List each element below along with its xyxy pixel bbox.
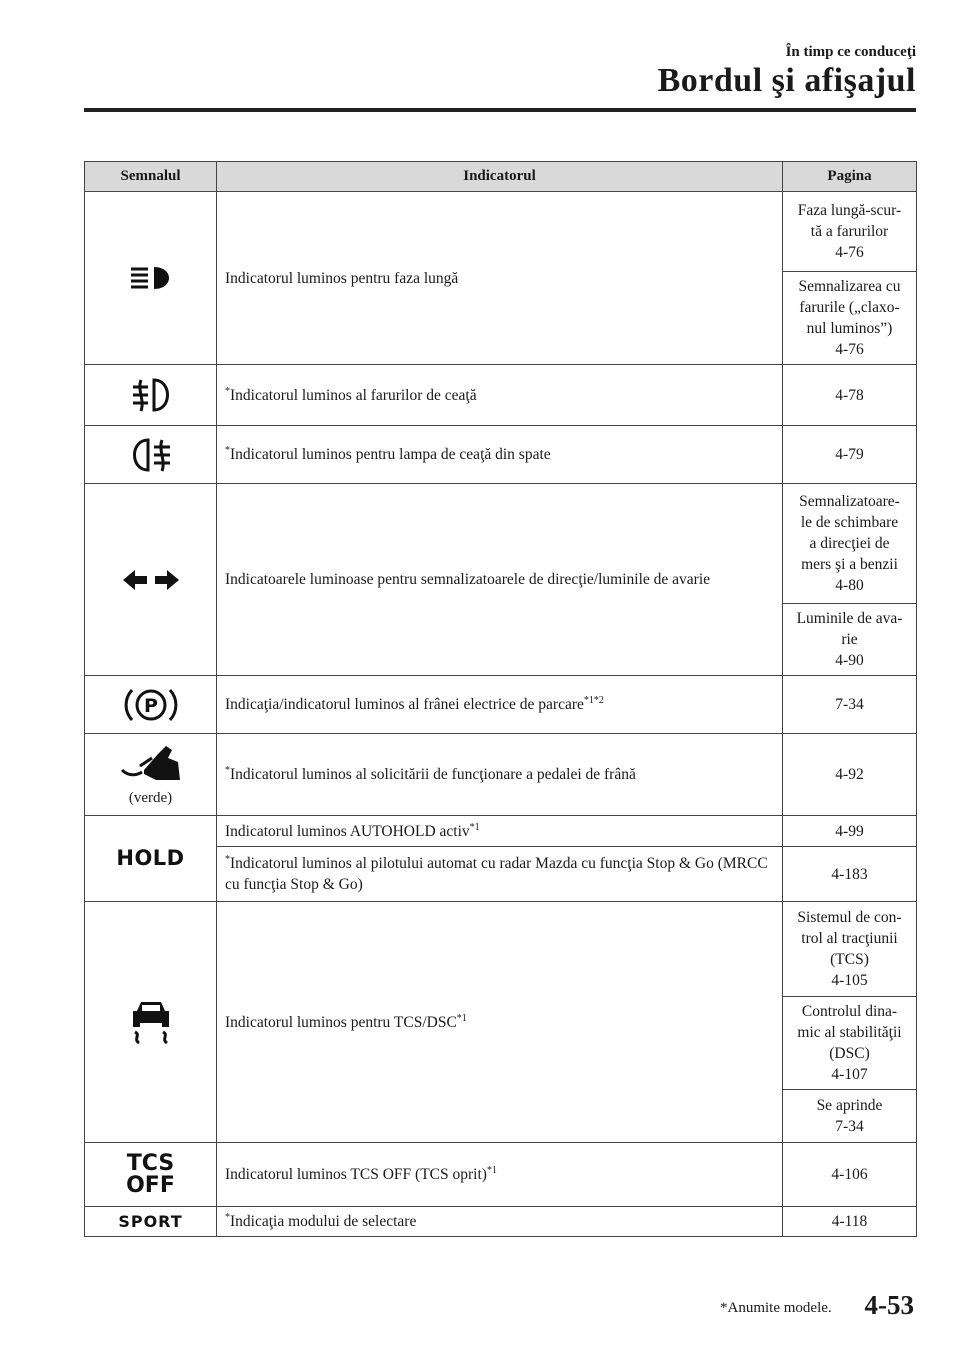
footnote-marker: * xyxy=(225,1211,230,1223)
tcs-dsc-icon xyxy=(127,997,175,1047)
signal-cell xyxy=(85,426,217,484)
column-header-page: Pagina xyxy=(783,162,917,192)
page-ref-line: Controlul dina- xyxy=(801,1003,898,1020)
column-header-indicator: Indicatorul xyxy=(217,162,783,192)
page-number: 4-53 xyxy=(864,1290,914,1320)
table-row xyxy=(85,365,917,426)
page-ref: 7-34 xyxy=(783,676,917,734)
indicator-description xyxy=(217,734,783,816)
table-row xyxy=(85,816,917,847)
indicator-description xyxy=(217,847,783,902)
hold-icon: HOLD xyxy=(116,846,185,871)
page-ref-line: 4-76 xyxy=(835,341,864,358)
page-ref xyxy=(783,902,917,997)
signal-cell xyxy=(85,484,217,676)
page-ref xyxy=(783,1090,917,1143)
icon-caption: (verde) xyxy=(128,790,173,806)
page-ref: 4-78 xyxy=(783,365,917,426)
signal-cell xyxy=(85,1207,217,1237)
footnote-marker: * xyxy=(225,385,230,397)
tcs-off-icon-line: TCS xyxy=(126,1150,175,1176)
table-row xyxy=(85,484,917,604)
indicator-text: Indicatorul luminos AUTOHOLD activ xyxy=(225,822,470,840)
section-subtitle: În timp ce conduceţi xyxy=(785,44,916,60)
page-ref-line: (TCS) xyxy=(830,951,869,968)
page-ref xyxy=(783,192,917,272)
page-ref-line: Sistemul de con- xyxy=(797,909,902,926)
table-row xyxy=(85,902,917,997)
high-beam-icon xyxy=(124,263,178,293)
indicator-description xyxy=(217,816,783,847)
indicator-description xyxy=(217,902,783,1143)
indicator-description xyxy=(217,426,783,484)
signal-cell xyxy=(85,192,217,365)
tcs-off-icon-line: OFF xyxy=(126,1172,175,1198)
footnote-marker: *1 xyxy=(456,1012,467,1024)
signal-cell xyxy=(85,1143,217,1207)
signal-cell xyxy=(85,734,217,816)
page-ref-line: 4-107 xyxy=(831,1066,868,1083)
table-row xyxy=(85,676,917,734)
signal-cell xyxy=(85,676,217,734)
footnote-marker: *1 xyxy=(469,821,480,833)
indicator-description: Indicatoarele luminoase pentru semnalizatoarele de direcţie/luminile de avarie xyxy=(217,484,783,676)
page-ref: 4-106 xyxy=(783,1143,917,1207)
indicator-text: Indicatorul luminos al farurilor de ceaţă xyxy=(230,386,477,404)
page-ref-line: (DSC) xyxy=(829,1045,870,1062)
column-header-signal: Semnalul xyxy=(85,162,217,192)
svg-text:P: P xyxy=(143,694,158,717)
indicator-description xyxy=(217,365,783,426)
page-ref-line: 4-105 xyxy=(831,972,868,989)
page-ref-line: a direcţiei de xyxy=(809,535,890,552)
page-ref xyxy=(783,272,917,365)
footnote: *Anumite modele. xyxy=(720,1300,832,1316)
page-ref-line: 4-76 xyxy=(835,244,864,261)
page-ref-line: nul luminos”) xyxy=(806,320,893,337)
table-row xyxy=(85,192,917,272)
page-ref: 4-118 xyxy=(783,1207,917,1237)
page-ref-line: mers şi a benzii xyxy=(801,556,898,573)
page-ref-line: Faza lungă-scur- xyxy=(797,202,902,219)
indicator-text: Indicaţia/indicatorul luminos al frânei electrice de parcare xyxy=(225,696,584,713)
signal-cell xyxy=(85,365,217,426)
rear-fog-light-icon xyxy=(126,434,176,476)
page-ref: 4-92 xyxy=(783,734,917,816)
page-ref-line: 7-34 xyxy=(835,1118,864,1135)
indicator-text: Indicatorul luminos al solicitării de funcţionare a pedalei de frână xyxy=(230,766,636,783)
table-row xyxy=(85,1143,917,1207)
page-ref-line: le de schimbare xyxy=(800,514,899,531)
page-ref-line: Semnalizarea cu xyxy=(798,278,901,295)
footnote-marker: *1 xyxy=(486,1164,497,1176)
page-ref xyxy=(783,604,917,676)
page-ref xyxy=(783,997,917,1090)
indicator-text: Indicatorul luminos pentru TCS/DSC xyxy=(225,1013,457,1031)
footnote-marker: * xyxy=(225,853,230,865)
sport-mode-icon: SPORT xyxy=(118,1212,183,1232)
page-ref: 4-99 xyxy=(783,816,917,847)
electric-parking-brake-icon xyxy=(119,682,183,728)
table-row xyxy=(85,426,917,484)
indicator-text: Indicatorul luminos pentru lampa de ceaţă din spate xyxy=(230,446,551,463)
footnote-marker: * xyxy=(225,444,230,456)
table-row xyxy=(85,734,917,816)
page-ref-line: tă a farurilor xyxy=(810,223,889,240)
page-ref-line: Se aprinde xyxy=(816,1097,883,1114)
footnote-marker: * xyxy=(225,764,230,776)
page-ref xyxy=(783,484,917,604)
page-title: Bordul şi afişajul xyxy=(657,62,916,99)
page-ref-line: Semnalizatoare- xyxy=(799,493,900,510)
table-row xyxy=(85,1207,917,1237)
turn-signal-arrows-icon xyxy=(121,568,181,592)
indicator-text: Indicaţia modului de selectare xyxy=(230,1213,417,1230)
signal-cell xyxy=(85,816,217,902)
page-ref: 4-183 xyxy=(783,847,917,902)
footnote-marker: *1*2 xyxy=(583,694,604,706)
page-ref-line: mic al stabilităţii xyxy=(797,1024,902,1041)
page-ref-line: rie xyxy=(841,631,858,648)
page-ref: 4-79 xyxy=(783,426,917,484)
indicator-description xyxy=(217,1143,783,1207)
page-ref-line: 4-80 xyxy=(835,577,864,594)
indicator-text: Indicatorul luminos TCS OFF (TCS oprit) xyxy=(225,1166,487,1183)
header-rule xyxy=(84,108,916,112)
page-ref-line: 4-90 xyxy=(835,652,864,669)
signals-table xyxy=(84,161,917,1237)
indicator-text: Indicatorul luminos al pilotului automat cu radar Mazda cu funcţia Stop & Go (MRCC cu funcţia Stop & Go) xyxy=(225,855,768,893)
table-header-row xyxy=(85,162,917,192)
page-ref-line: farurile („claxo- xyxy=(799,299,900,316)
page-ref-line: Luminile de ava- xyxy=(796,610,903,627)
tcs-off-icon xyxy=(126,1150,175,1198)
indicator-description: Indicatorul luminos pentru faza lungă xyxy=(217,192,783,365)
indicator-description xyxy=(217,1207,783,1237)
indicator-description xyxy=(217,676,783,734)
brake-pedal-request-icon xyxy=(118,740,184,784)
front-fog-light-icon xyxy=(126,374,176,416)
page-ref-line: trol al tracţiunii xyxy=(801,930,898,947)
signal-cell xyxy=(85,902,217,1143)
